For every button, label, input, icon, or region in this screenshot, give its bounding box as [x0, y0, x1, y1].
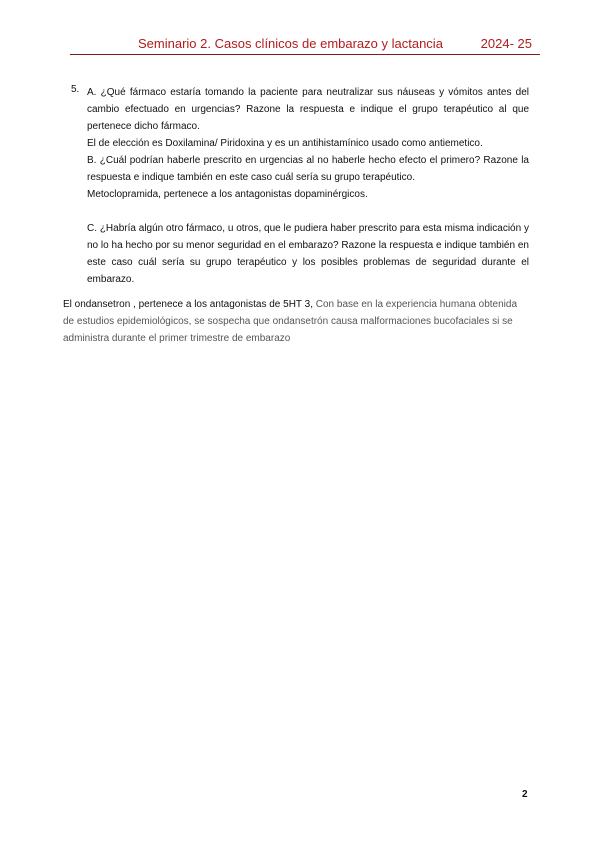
- answer-c-body: Con base en la experiencia humana obtenida de estudios epidemiológicos, se sospecha que ondansetrón causa malformaciones bucofaciales si se administra durante el primer trimestre de embarazo: [63, 299, 518, 344]
- answer-c-lead: El ondansetron , pertenece a los antagonistas de 5HT 3,: [63, 299, 313, 310]
- question-body: [87, 84, 529, 288]
- question-a: A. ¿Qué fármaco estaría tomando la paciente para neutralizar sus náuseas y vómitos antes del cambio efectuado en urgencias? Razone la respuesta e indique el grupo terapéutico al que pertenece dicho fármaco.: [87, 87, 529, 132]
- page-header: [70, 36, 540, 55]
- question-number: 5.: [71, 84, 80, 95]
- question-b: B. ¿Cuál podrían haberle prescrito en urgencias al no haberle hecho efecto el primero? Razone la respuesta e indique también en este caso cuál sería su grupo terapéutico.: [87, 155, 529, 183]
- answer-c: [63, 296, 530, 347]
- header-year: 2024- 25: [480, 36, 532, 51]
- question-c: C. ¿Habría algún otro fármaco, u otros, que le pudiera haber prescrito para esta misma indicación y no lo ha hecho por su menor seguridad en el embarazo? Razone la respuesta e indique también en este caso cuál sería su grupo terapéutico y los posibles problemas de seguridad durante el embarazo.: [87, 223, 529, 285]
- header-title: Seminario 2. Casos clínicos de embarazo y lactancia: [138, 36, 443, 51]
- paragraph-gap: [87, 203, 529, 220]
- page-number: 2: [522, 789, 528, 800]
- answer-a: El de elección es Doxilamina/ Piridoxina y es un antihistamínico usado como antiemetico.: [87, 138, 483, 149]
- answer-b: Metoclopramida, pertenece a los antagonistas dopaminérgicos.: [87, 189, 368, 200]
